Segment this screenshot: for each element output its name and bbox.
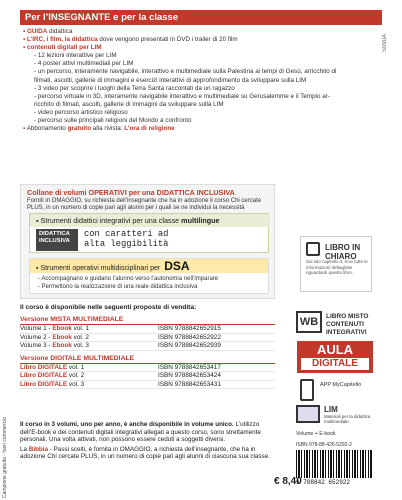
lim-sub-item: - 3 video per scoprire i luoghi della Terra Santa raccontati da un ragazzo bbox=[34, 84, 235, 92]
multilingue-box bbox=[29, 213, 269, 253]
dsa-caption: ▪ Strumenti operativi multidisciplinari per DSA bbox=[30, 259, 268, 273]
film-item: ▪ L’IRC, i film, la didattica dove vengono presentati in DVD i trailer di 20 film bbox=[23, 36, 238, 44]
lim-contents-item: ▪ contenuti digitali per LIM bbox=[23, 44, 102, 52]
digitale-title: Versione DIGITALE MULTIMEDIALE bbox=[20, 355, 275, 364]
teacher-section-header: Per l’INSEGNANTE e per la classe bbox=[20, 10, 382, 25]
aula-digitale-logo: AULA DIGITALE bbox=[297, 341, 373, 373]
didattica-inclusiva-logo: DIDATTICA INCLUSIVA bbox=[36, 229, 78, 251]
bullet-icon: ▪ bbox=[23, 125, 27, 133]
dsa-box bbox=[29, 258, 269, 294]
table-row: Volume 2 - Ebook vol. 2 ISBN 9788842652922 bbox=[20, 334, 275, 343]
barcode bbox=[296, 442, 374, 492]
lim-sub-item: filmati, ascolti, gallerie di immagini e esercizi interattivi di approfondimento da sviluppare sulla LIM bbox=[34, 76, 307, 84]
lim-sub-item: - video percorso artistico religioso bbox=[34, 108, 128, 116]
price: € 8,40 bbox=[274, 476, 302, 487]
lim-sub-item: - un percorso, interamente navigabile, interattivo e multimediale sulla Palestina ai tempi di Gesù, arricchito di bbox=[34, 68, 337, 76]
sales-options bbox=[20, 304, 275, 389]
barcode-number: 9 788842 652922 bbox=[296, 479, 351, 486]
bible-note: La Bibbia - Passi scelti, è fornita in OMAGGIO, a richiesta dell’insegnante, che ha in adozione Chi cercate PLUS, in un numero di copie pari agli alunni di ciascuna sua classe. bbox=[20, 445, 270, 461]
volume-ebook-note: Volume + E-book bbox=[296, 431, 336, 437]
teacher-resources bbox=[23, 28, 378, 133]
lim-sub-item: - percorso sulle principali religioni del Mondo a confronto bbox=[34, 117, 192, 125]
table-row: Libro DIGITALE vol. 1 ISBN 9788842653417 bbox=[20, 364, 275, 373]
book-icon bbox=[306, 242, 320, 256]
libro-misto-logo: WB LIBRO MISTO CONTENUTI INTEGRATIVI bbox=[296, 311, 372, 339]
bullet-icon: ▪ bbox=[23, 44, 27, 52]
volume-note: Il corso in 3 volumi, uno per anno, è anche disponibile in volume unico. L’utilizzo dell’E-book e dei contenuti digitali integrativi allegati a questo corso, sono strettamente personali. Una volta attivati, non possono essere ceduti a soggetti diversi. bbox=[20, 421, 261, 444]
app-mycapitello: APP MyCapitello bbox=[300, 379, 375, 403]
lim-sub-item: - percorso virtuale in 3D, interamente navigabile interattivo e multimediale su Gerusalemme e il Tempio ar- bbox=[34, 92, 330, 100]
sales-intro: Il corso è disponibile nelle seguenti proposte di vendita: bbox=[20, 304, 197, 311]
mista-title: Versione MISTA MULTIMEDIALE bbox=[20, 316, 275, 325]
subscription-item: ▪ Abbonamento gratuito alla rivista: L’ora di religione bbox=[23, 125, 175, 133]
inclusive-description: Forniti in OMAGGIO, su richiesta dell’insegnante che ha in adozione il corso Chi cercate PLUS, in un numero di copie pari agli alunni per i quali se ne individui la necessità bbox=[27, 198, 262, 212]
whiteboard-icon bbox=[296, 405, 320, 423]
lim-sub-item: - 12 lezioni interattive per LIM bbox=[34, 52, 117, 60]
guide-item: ▪ GUIDA didattica bbox=[23, 28, 73, 35]
inclusive-didactics-box bbox=[20, 184, 275, 299]
wb-mark: WB bbox=[296, 311, 322, 333]
bullet-icon: ▪ bbox=[23, 36, 27, 44]
libro-in-chiaro-badge: LIBRO IN CHIARO Sul sito capitello.it, trovi tutte le informazioni dettagliate riguardanti questo libro. bbox=[300, 236, 372, 292]
bottom-notes bbox=[20, 421, 275, 461]
barcode-bars bbox=[296, 450, 372, 478]
dsa-lines: - Accompagnano e guidano l’alunno verso l’autonomia nell’imparare - Permettono la realizzazione di una reale didattica inclusiva bbox=[38, 276, 219, 290]
table-row: Libro DIGITALE vol. 2 ISBN 9788842653424 bbox=[20, 372, 275, 381]
lim-sub-item: - 4 poster attivi multimediali per LIM bbox=[34, 60, 134, 68]
inclusive-title: Collane di volumi OPERATIVI per una DIDATTICA INCLUSIVA bbox=[27, 188, 235, 197]
isbn-text: ISBN 978-88-426-5292-2 bbox=[296, 442, 352, 448]
sidebar-code: S090A bbox=[382, 34, 388, 53]
lim-sub-item: ricchito di filmati, ascolti, gallerie di immagini da sviluppare sulla LIM bbox=[34, 100, 224, 108]
phone-icon bbox=[300, 379, 314, 401]
bullet-icon: ▪ bbox=[23, 28, 27, 35]
readability-text: con caratteri ad alta leggibilità bbox=[84, 229, 169, 249]
vertical-stamp: Campione gratuito - fuori commercio bbox=[2, 417, 8, 498]
lim-badge: LIM Materiali per la didattica multimediale bbox=[296, 405, 374, 431]
multilingue-caption: ▪ Strumenti didattici integrativi per una classe multilingue bbox=[30, 214, 270, 227]
table-row: Volume 3 - Ebook vol. 3 ISBN 9788842652939 bbox=[20, 342, 275, 351]
table-row: Volume 1 - Ebook vol. 1 ISBN 9788842652915 bbox=[20, 325, 275, 334]
table-row: Libro DIGITALE vol. 3 ISBN 9788842653431 bbox=[20, 381, 275, 390]
